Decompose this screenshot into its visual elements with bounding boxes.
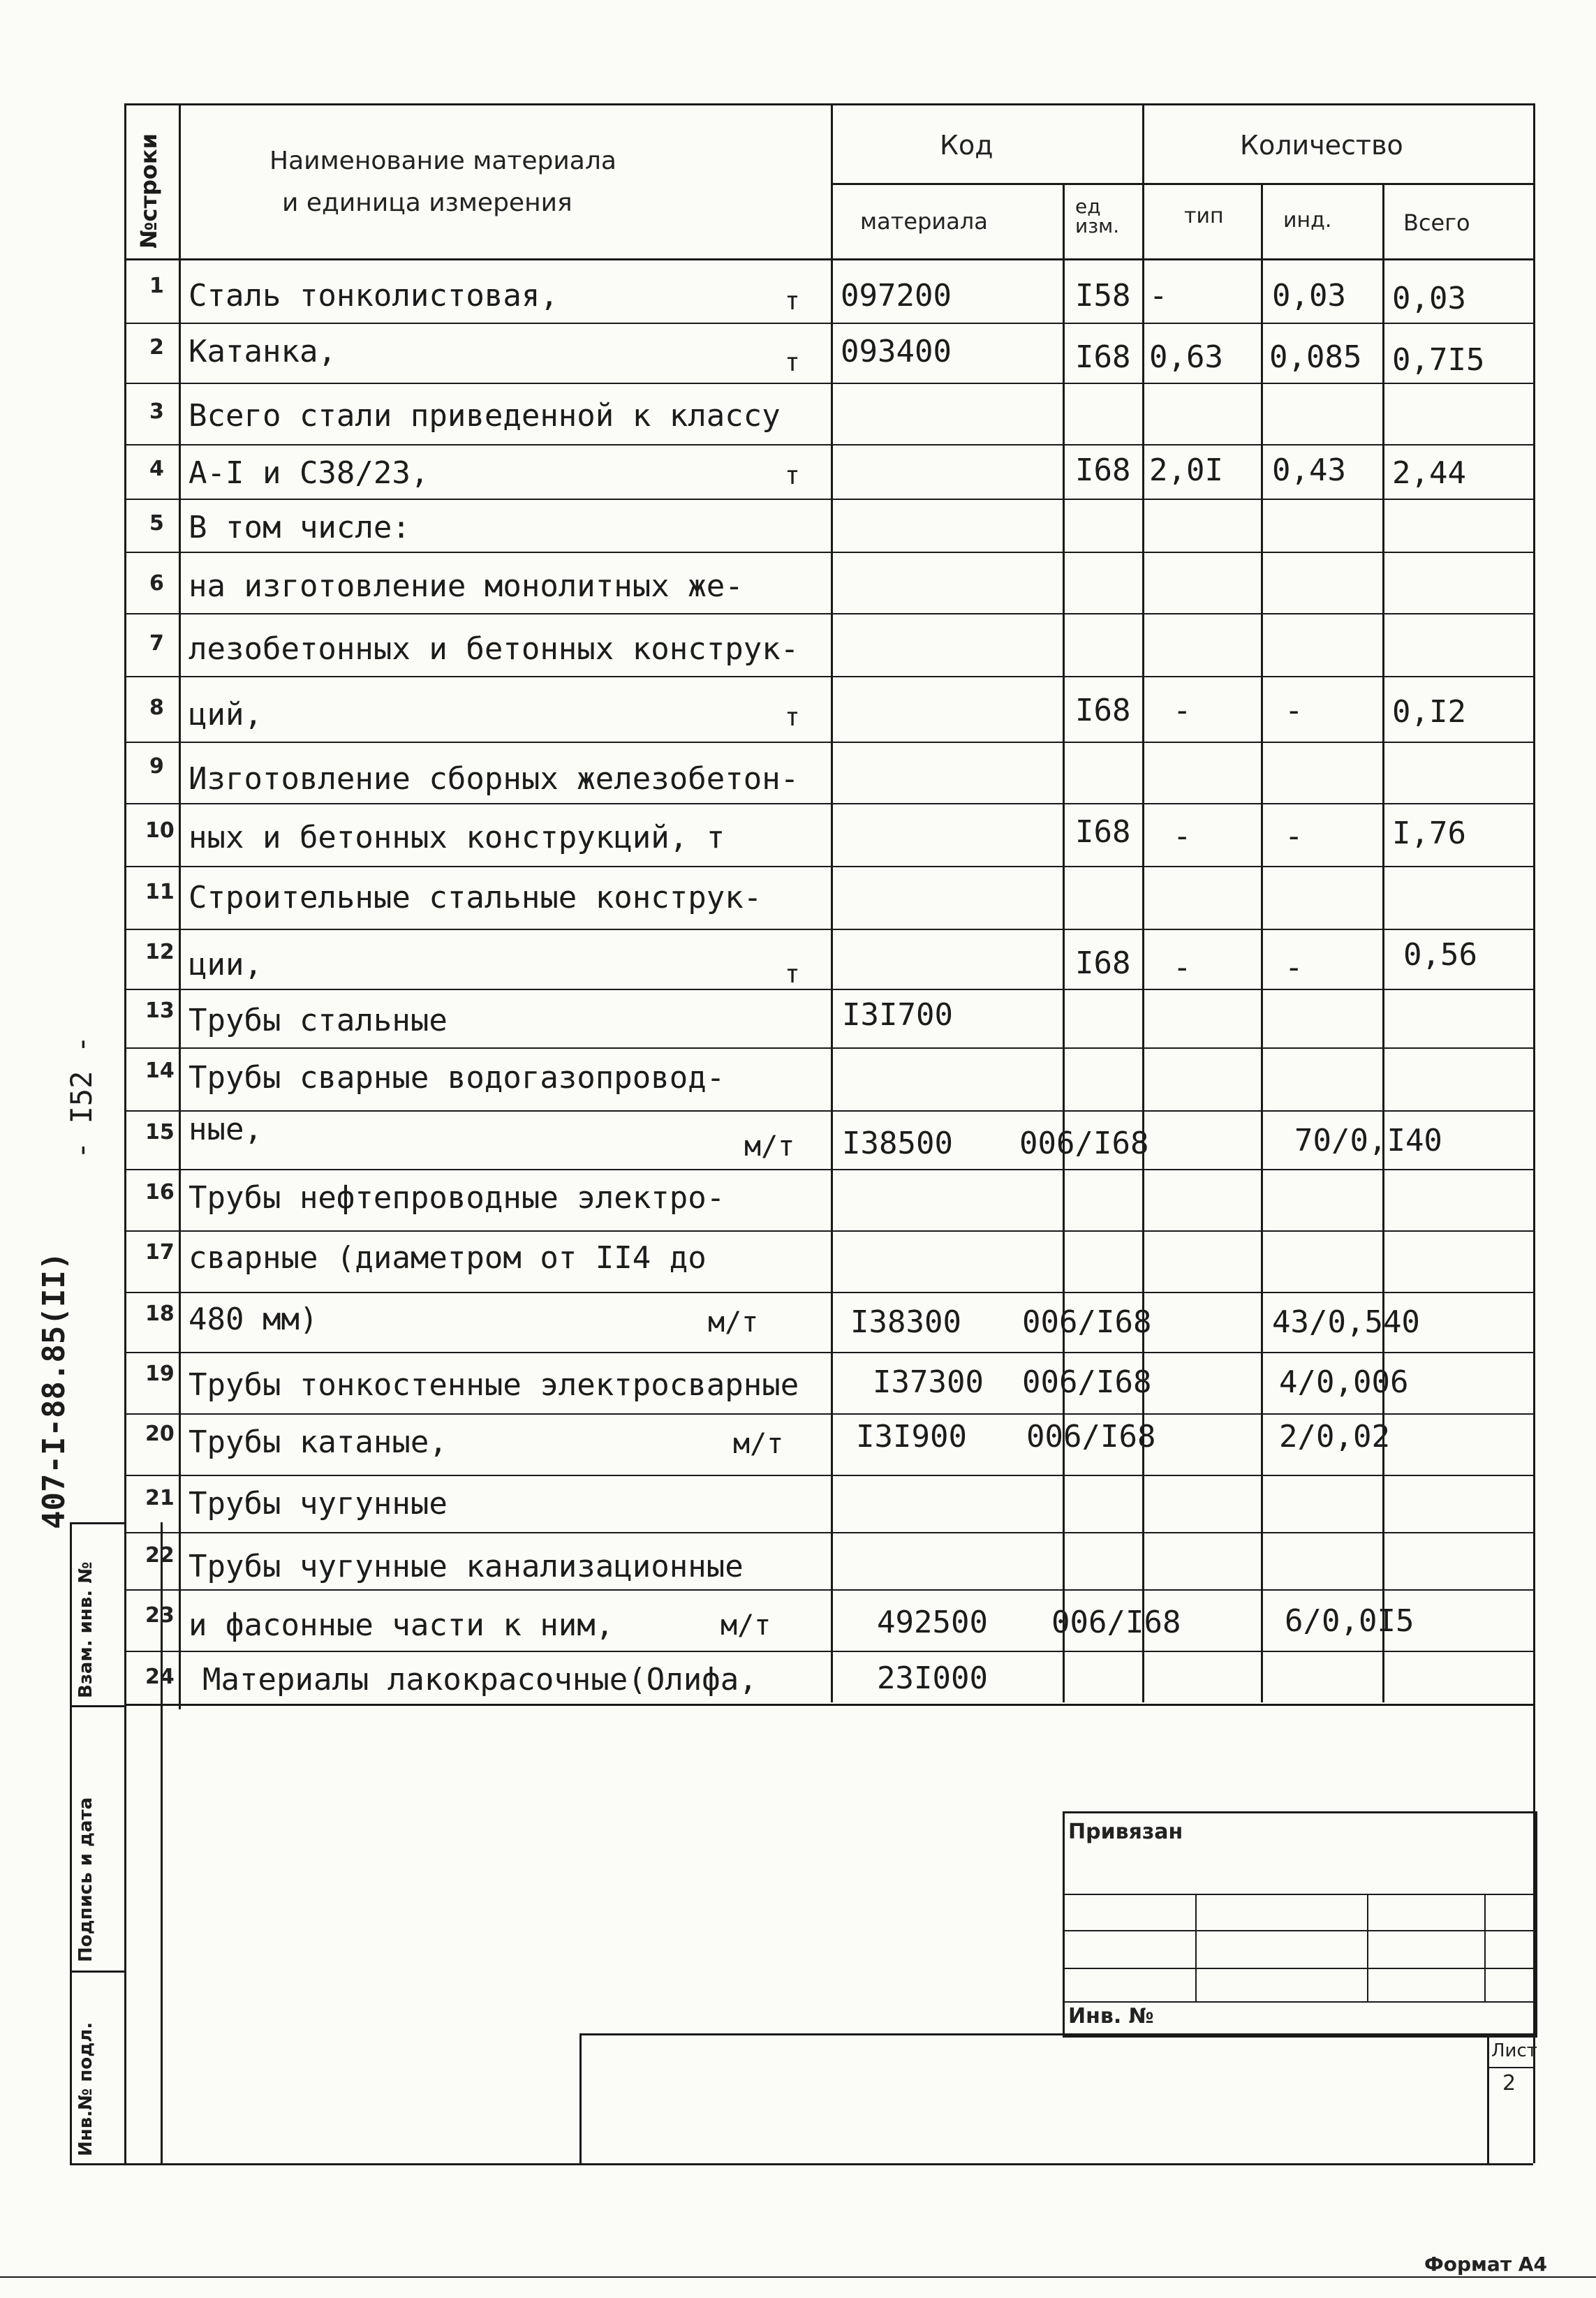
- row-code: 097200: [841, 278, 952, 314]
- row-unit: т: [785, 462, 800, 490]
- row-sep: [124, 803, 1533, 804]
- row-sep: [124, 1532, 1533, 1533]
- row-total: 0,I2: [1392, 694, 1466, 730]
- row-total: 0,56: [1403, 937, 1477, 973]
- row-name: А-I и С38/23,: [189, 455, 429, 491]
- row-sep: [124, 866, 1533, 867]
- inv-no-label: Инв. №: [1068, 2004, 1154, 2028]
- row-number: 11: [145, 880, 175, 904]
- stamp-line: [1063, 1930, 1533, 1931]
- row-number: 14: [145, 1059, 175, 1083]
- row-sep: [124, 1475, 1533, 1476]
- row-number: 10: [145, 818, 175, 843]
- row-sep: [124, 613, 1533, 614]
- row-name: ные,: [189, 1112, 263, 1147]
- row-number: 23: [145, 1603, 175, 1628]
- header-total: Всего: [1403, 209, 1470, 236]
- row-ind: -: [1285, 818, 1303, 854]
- row-number: 16: [145, 1180, 175, 1205]
- row-name: и фасонные части к ним,: [189, 1607, 614, 1643]
- row-sep: [124, 1651, 1533, 1652]
- page-bottom-line: [0, 2276, 1596, 2278]
- row-unit: т: [785, 287, 800, 316]
- row-number: 17: [145, 1240, 175, 1265]
- sheet-label: Лист: [1491, 2040, 1537, 2061]
- header-ind: инд.: [1283, 208, 1332, 233]
- row-name: лезобетонных и бетонных конструк-: [189, 631, 799, 667]
- row-name: Строительные стальные конструк-: [189, 880, 762, 915]
- row-sep: [124, 676, 1533, 677]
- header-code: Код: [940, 130, 993, 161]
- row-sep: [124, 1169, 1533, 1170]
- col-name-line: [831, 103, 833, 1702]
- row-ind: 0,43: [1272, 452, 1346, 488]
- row-name: Трубы сварные водогазопровод-: [189, 1060, 725, 1096]
- row-number: 4: [149, 457, 164, 481]
- row-unit-code: I68: [1075, 945, 1131, 981]
- header-name-line1: Наименование материала: [269, 147, 616, 175]
- row-number: 24: [145, 1665, 175, 1689]
- row-sep: [124, 1047, 1533, 1049]
- binding-strip-div1: [70, 1705, 124, 1707]
- top-frame-line: [124, 103, 1533, 105]
- row-name: Трубы нефтепроводные электро-: [189, 1180, 725, 1216]
- row-unit: м/т: [733, 1428, 784, 1460]
- row-number: 19: [145, 1362, 175, 1386]
- row-ind: -: [1285, 950, 1303, 985]
- row-ind: 2/0,02: [1279, 1419, 1390, 1454]
- row-unit: м/т: [744, 1130, 795, 1163]
- row-name: В том числе:: [189, 510, 411, 545]
- row-sep: [124, 383, 1533, 384]
- row-total: 0,7I5: [1392, 342, 1485, 378]
- privyazan-label: Привязан: [1068, 1820, 1183, 1844]
- row-unit-code: 006/I68: [1026, 1419, 1156, 1454]
- row-unit: м/т: [708, 1306, 759, 1339]
- binding-strip-div2: [70, 1971, 124, 1973]
- row-name: Всего стали приведенной к классу: [189, 398, 781, 434]
- row-code: I3I900: [856, 1419, 967, 1454]
- row-name: Трубы стальные: [189, 1003, 448, 1038]
- row-code: 492500: [877, 1605, 988, 1640]
- stamp-line: [1063, 1968, 1533, 1969]
- row-sep: [124, 552, 1533, 553]
- row-total: 0,03: [1392, 281, 1466, 316]
- row-number: 7: [149, 631, 164, 656]
- row-total: 2,44: [1392, 455, 1466, 491]
- row-type: 2,0I: [1149, 452, 1223, 488]
- row-code: I38500: [842, 1126, 953, 1161]
- row-number: 18: [145, 1302, 175, 1326]
- row-total: I,76: [1392, 816, 1466, 851]
- col-unit-line: [1142, 103, 1144, 1702]
- row-sep: [124, 1352, 1533, 1353]
- row-sep: [124, 1292, 1533, 1293]
- row-ind: -: [1285, 693, 1303, 728]
- header-unit: ед изм.: [1075, 195, 1120, 237]
- row-code: I37300: [873, 1364, 984, 1400]
- row-name: Материалы лакокрасочные(Олифа,: [202, 1662, 758, 1697]
- table-bottom-line: [124, 1704, 1533, 1706]
- row-name: Катанка,: [189, 334, 337, 369]
- row-number: 3: [149, 399, 164, 424]
- row-ind: 4/0,006: [1279, 1364, 1409, 1400]
- row-sep: [124, 1413, 1533, 1415]
- row-name: 480 мм): [189, 1302, 318, 1337]
- header-quantity: Количество: [1240, 130, 1403, 161]
- row-name: ции,: [189, 947, 263, 982]
- row-unit: м/т: [721, 1610, 771, 1642]
- format-label: Формат А4: [1424, 2253, 1547, 2276]
- row-unit: т: [785, 348, 800, 377]
- row-number: 12: [145, 940, 175, 964]
- document-code: 407-I-88.85(II): [36, 1251, 72, 1529]
- row-sep: [124, 444, 1533, 445]
- row-ind: 70/0,I40: [1294, 1123, 1442, 1158]
- row-code: 23I000: [877, 1660, 988, 1696]
- sheet-cell-div: [1487, 2067, 1533, 2068]
- row-sep: [124, 1589, 1533, 1591]
- row-sep: [124, 1110, 1533, 1112]
- row-number: 20: [145, 1422, 175, 1446]
- left-frame-line: [124, 103, 126, 2163]
- row-code: I3I700: [842, 997, 953, 1033]
- vzam-label: Взам. инв. №: [75, 1561, 96, 1698]
- row-unit-code: 006/I68: [1051, 1605, 1181, 1640]
- row-unit-code: 006/I68: [1022, 1304, 1152, 1340]
- row-ind: 43/0,540: [1272, 1304, 1420, 1340]
- row-name: Трубы чугунные: [189, 1486, 448, 1522]
- row-name: Трубы тонкостенные электросварные: [189, 1367, 799, 1403]
- row-type: -: [1173, 818, 1192, 854]
- sheet-cell-left: [1487, 2033, 1489, 2163]
- inv-podl-label: Инв.№ подл.: [75, 2021, 96, 2156]
- row-sep: [124, 323, 1533, 324]
- stamp-line: [1063, 2001, 1533, 2003]
- header-type: тип: [1184, 204, 1224, 228]
- podpis-label: Подпись и дата: [75, 1797, 96, 1962]
- row-ind: 0,085: [1269, 339, 1362, 375]
- row-type: -: [1173, 950, 1192, 985]
- stamp-vline: [1367, 1894, 1368, 2001]
- row-number: 22: [145, 1543, 175, 1568]
- row-number: 15: [145, 1120, 175, 1144]
- row-unit-code: I68: [1075, 814, 1131, 850]
- row-type: -: [1173, 693, 1192, 728]
- row-unit-code: 006/I68: [1022, 1364, 1152, 1400]
- row-unit-code: I68: [1075, 452, 1131, 488]
- row-sep: [124, 989, 1533, 990]
- row-number: 21: [145, 1486, 175, 1510]
- stamp-line: [1063, 1894, 1533, 1895]
- bottom-frame-line: [70, 2163, 1533, 2165]
- row-ind: 0,03: [1272, 278, 1346, 314]
- binding-strip-top: [70, 1522, 124, 1524]
- header-row-no: №строки: [135, 133, 162, 249]
- header-material: материала: [860, 208, 988, 235]
- sheet-number: 2: [1502, 2071, 1516, 2096]
- row-code: I38300: [850, 1304, 961, 1340]
- row-type: 0,63: [1149, 339, 1223, 375]
- row-name: ных и бетонных конструкций, т: [189, 820, 725, 855]
- row-sep: [124, 929, 1533, 930]
- col-rowno-line: [179, 103, 181, 1709]
- row-name: ций,: [189, 697, 263, 732]
- row-sep: [124, 1230, 1533, 1232]
- row-name: Сталь тонколистовая,: [189, 278, 559, 314]
- binding-strip-line: [70, 1522, 72, 2163]
- row-number: 1: [149, 274, 164, 298]
- row-unit: т: [785, 703, 800, 732]
- row-name: сварные (диаметром от II4 до: [189, 1240, 707, 1276]
- row-name: Изготовление сборных железобетон-: [189, 761, 799, 797]
- row-number: 6: [149, 571, 164, 596]
- row-type: -: [1149, 278, 1168, 314]
- row-ind: 6/0,0I5: [1285, 1603, 1414, 1639]
- row-sep: [124, 499, 1533, 500]
- row-unit-code: I58: [1075, 278, 1131, 314]
- row-sep: [124, 742, 1533, 743]
- row-unit: т: [785, 960, 800, 989]
- main-stamp-left: [579, 2033, 582, 2163]
- header-bottom-line: [124, 258, 1533, 260]
- header-mid-line: [831, 183, 1533, 185]
- row-number: 9: [149, 754, 164, 779]
- main-stamp-top: [579, 2033, 1533, 2035]
- row-unit-code: I68: [1075, 339, 1131, 375]
- row-unit-code: 006/I68: [1019, 1126, 1149, 1161]
- row-name: Трубы катаные,: [189, 1424, 448, 1460]
- row-name: Трубы чугунные канализационные: [189, 1549, 744, 1584]
- row-number: 5: [149, 511, 164, 536]
- stamp-vline: [1195, 1894, 1197, 2001]
- row-unit-code: I68: [1075, 693, 1131, 728]
- page-number: - I52 -: [64, 1035, 98, 1159]
- header-name-line2: и единица измерения: [282, 189, 572, 217]
- row-number: 2: [149, 335, 164, 360]
- row-code: 093400: [841, 334, 952, 369]
- stamp-vline: [1484, 1894, 1486, 2001]
- row-name: на изготовление монолитных же-: [189, 568, 744, 604]
- row-number: 13: [145, 999, 175, 1023]
- row-number: 8: [149, 695, 164, 720]
